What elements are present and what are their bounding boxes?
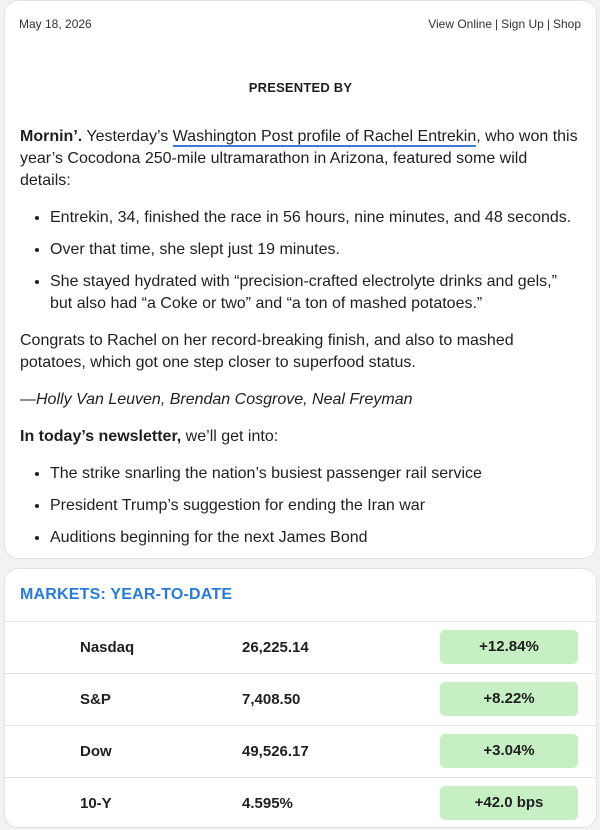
top-bar <box>19 16 581 32</box>
todays-newsletter-intro <box>20 426 580 448</box>
market-value: 49,526.17 <box>242 743 309 760</box>
table-row <box>5 725 596 778</box>
link-separator: | <box>546 17 550 31</box>
market-name: Dow <box>80 743 112 760</box>
sign-up-link[interactable]: Sign Up <box>501 17 544 31</box>
list-item: • Over that time, she slept just 19 minutes. <box>50 239 580 261</box>
table-row <box>5 673 596 726</box>
market-change-badge: +3.04% <box>440 734 578 768</box>
list-item: • Entrekin, 34, finished the race in 56 hours, nine minutes, and 48 seconds. <box>50 207 580 229</box>
market-value: 26,225.14 <box>242 639 309 656</box>
table-row <box>5 777 596 830</box>
intro-paragraph <box>20 126 580 192</box>
list-item: • The strike snarling the nation’s busiest passenger rail service <box>50 463 580 485</box>
author-signoff: —Holly Van Leuven, Brendan Cosgrove, Neal Freyman <box>20 391 413 408</box>
markets-card <box>4 568 597 828</box>
list-item: • She stayed hydrated with “precision-crafted electrolyte drinks and gels,” but also had “a Coke or two” and “a ton of mashed potatoes.” <box>50 271 580 315</box>
newsletter-body <box>20 126 580 559</box>
market-value: 7,408.50 <box>242 691 301 708</box>
intro-text-before-link: Yesterday’s <box>82 128 173 145</box>
markets-title: MARKETS: YEAR-TO-DATE <box>20 586 233 603</box>
intro-lead: Mornin’. <box>20 128 83 145</box>
newsletter-main-card <box>4 0 597 559</box>
view-online-link[interactable]: View Online <box>428 17 493 31</box>
list-item: • Auditions beginning for the next James Bond <box>50 527 580 549</box>
market-name: 10-Y <box>80 795 112 812</box>
market-name: Nasdaq <box>80 639 135 656</box>
shop-link[interactable]: Shop <box>552 17 581 31</box>
link-separator: | <box>495 17 499 31</box>
market-name: S&P <box>80 691 111 708</box>
topics-list <box>20 463 580 549</box>
list-item: • President Trump’s suggestion for ending the Iran war <box>50 495 580 517</box>
intro-text-after-link: , who won this year’s Cocodona 250-mile ultramarathon in Arizona, featured some wild details: <box>20 128 578 189</box>
washington-post-profile-link[interactable]: Washington Post profile of Rachel Entrekin <box>172 128 477 145</box>
todays-newsletter-lead: In today’s newsletter, <box>20 428 182 445</box>
header-links <box>428 16 581 32</box>
congrats-paragraph: Congrats to Rachel on her record-breaking finish, and also to mashed potatoes, which got one step closer to superfood status. <box>20 332 514 371</box>
market-change-badge: +42.0 bps <box>440 786 578 820</box>
presented-by-label: PRESENTED BY <box>248 80 353 95</box>
details-list <box>20 207 580 315</box>
todays-newsletter-text: we’ll get into: <box>181 428 279 445</box>
market-change-badge: +8.22% <box>440 682 578 716</box>
table-row <box>5 621 596 674</box>
market-change-badge: +12.84% <box>440 630 578 664</box>
issue-date: May 18, 2026 <box>19 17 92 31</box>
market-value: 4.595% <box>242 795 293 812</box>
